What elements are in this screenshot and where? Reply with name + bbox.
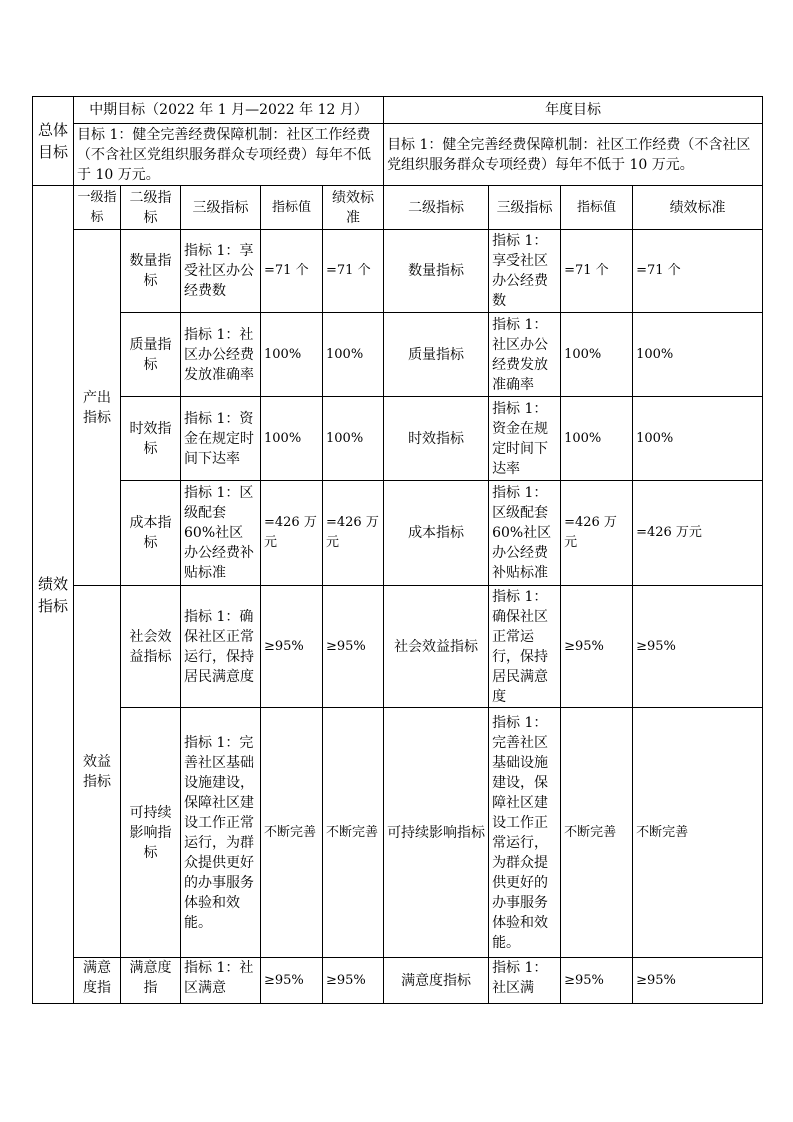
- table-row: [33, 586, 763, 708]
- value-annual-cell: =426 万元: [561, 481, 633, 586]
- header-value: 指标值: [261, 186, 323, 230]
- table-row: [33, 481, 763, 586]
- level3-annual-cell: 指标 1：社区满: [489, 958, 561, 1004]
- header-standard: 绩效标准: [323, 186, 384, 230]
- standard-annual-cell: 100%: [633, 313, 763, 397]
- value-annual-cell: 100%: [561, 397, 633, 481]
- standard-cell: 100%: [323, 313, 384, 397]
- mid-term-goal-text: 目标 1：健全完善经费保障机制：社区工作经费（不含社区党组织服务群众专项经费）每年不低于 10 万元。: [74, 124, 384, 186]
- group-output: 产出指标: [74, 230, 121, 586]
- level3-cell: 指标 1：确保社区正常运行，保持居民满意度: [181, 586, 261, 708]
- level2-cell: 社会效益指标: [121, 586, 181, 708]
- performance-table-page: [32, 96, 763, 1004]
- level3-annual-cell: 指标 1：享受社区办公经费数: [489, 230, 561, 313]
- performance-indicator-label: 绩效指标: [33, 186, 74, 1004]
- level2-cell: 可持续影响指标: [121, 708, 181, 958]
- header-level2-annual: 二级指标: [384, 186, 489, 230]
- level3-cell: 指标 1：区级配套 60%社区办公经费补贴标准: [181, 481, 261, 586]
- annual-goal-text: 目标 1：健全完善经费保障机制：社区工作经费（不含社区党组织服务群众专项经费）每年不低于 10 万元。: [384, 124, 763, 186]
- level3-annual-cell: 指标 1：社区办公经费发放准确率: [489, 313, 561, 397]
- standard-annual-cell: =71 个: [633, 230, 763, 313]
- level3-annual-cell: 指标 1：区级配套 60%社区办公经费补贴标准: [489, 481, 561, 586]
- value-cell: 100%: [261, 313, 323, 397]
- overall-goal-label: 总体目标: [33, 97, 74, 186]
- level2-annual-cell: 质量指标: [384, 313, 489, 397]
- level2-cell: 质量指标: [121, 313, 181, 397]
- group-benefit: 效益指标: [74, 586, 121, 958]
- annual-goal-header: 年度目标: [384, 97, 763, 124]
- level3-annual-cell: 指标 1：确保社区正常运行，保持居民满意度: [489, 586, 561, 708]
- level2-annual-cell: 可持续影响指标: [384, 708, 489, 958]
- standard-annual-cell: 不断完善: [633, 708, 763, 958]
- level2-cell: 成本指标: [121, 481, 181, 586]
- header-level2: 二级指标: [121, 186, 181, 230]
- level2-cell: 数量指标: [121, 230, 181, 313]
- level3-cell: 指标 1：资金在规定时间下达率: [181, 397, 261, 481]
- level2-annual-cell: 数量指标: [384, 230, 489, 313]
- header-value-annual: 指标值: [561, 186, 633, 230]
- value-cell: ≥95%: [261, 586, 323, 708]
- level2-annual-cell: 成本指标: [384, 481, 489, 586]
- standard-annual-cell: 100%: [633, 397, 763, 481]
- level2-cell: 满意度指: [121, 958, 181, 1004]
- standard-cell: ≥95%: [323, 586, 384, 708]
- value-annual-cell: =71 个: [561, 230, 633, 313]
- standard-cell: =71 个: [323, 230, 384, 313]
- value-cell: =426 万元: [261, 481, 323, 586]
- level2-annual-cell: 社会效益指标: [384, 586, 489, 708]
- table-row: [33, 708, 763, 958]
- standard-annual-cell: =426 万元: [633, 481, 763, 586]
- value-cell: =71 个: [261, 230, 323, 313]
- table-row: [33, 397, 763, 481]
- value-annual-cell: ≥95%: [561, 958, 633, 1004]
- value-cell: 100%: [261, 397, 323, 481]
- value-annual-cell: 100%: [561, 313, 633, 397]
- mid-term-goal-header: 中期目标（2022 年 1 月—2022 年 12 月）: [74, 97, 384, 124]
- value-annual-cell: 不断完善: [561, 708, 633, 958]
- header-level1: 一级指标: [74, 186, 121, 230]
- standard-cell: =426 万元: [323, 481, 384, 586]
- standard-cell: 100%: [323, 397, 384, 481]
- header-level3: 三级指标: [181, 186, 261, 230]
- value-cell: 不断完善: [261, 708, 323, 958]
- performance-goal-table: [32, 96, 763, 1004]
- level2-cell: 时效指标: [121, 397, 181, 481]
- level3-cell: 指标 1：社区办公经费发放准确率: [181, 313, 261, 397]
- header-level3-annual: 三级指标: [489, 186, 561, 230]
- table-row: [33, 230, 763, 313]
- level3-annual-cell: 指标 1：资金在规定时间下达率: [489, 397, 561, 481]
- standard-annual-cell: ≥95%: [633, 958, 763, 1004]
- value-annual-cell: ≥95%: [561, 586, 633, 708]
- header-standard-annual: 绩效标准: [633, 186, 763, 230]
- standard-cell: ≥95%: [323, 958, 384, 1004]
- level3-annual-cell: 指标 1：完善社区基础设施建设，保障社区建设工作正常运行，为群众提供更好的办事服务体验和效能。: [489, 708, 561, 958]
- value-cell: ≥95%: [261, 958, 323, 1004]
- level3-cell: 指标 1：享受社区办公经费数: [181, 230, 261, 313]
- level3-cell: 指标 1：社区满意: [181, 958, 261, 1004]
- level2-annual-cell: 时效指标: [384, 397, 489, 481]
- standard-annual-cell: ≥95%: [633, 586, 763, 708]
- level3-cell: 指标 1：完善社区基础设施建设，保障社区建设工作正常运行，为群众提供更好的办事服务体验和效能。: [181, 708, 261, 958]
- group-satisfaction: 满意度指: [74, 958, 121, 1004]
- table-row: [33, 958, 763, 1004]
- level2-annual-cell: 满意度指标: [384, 958, 489, 1004]
- table-row: [33, 313, 763, 397]
- standard-cell: 不断完善: [323, 708, 384, 958]
